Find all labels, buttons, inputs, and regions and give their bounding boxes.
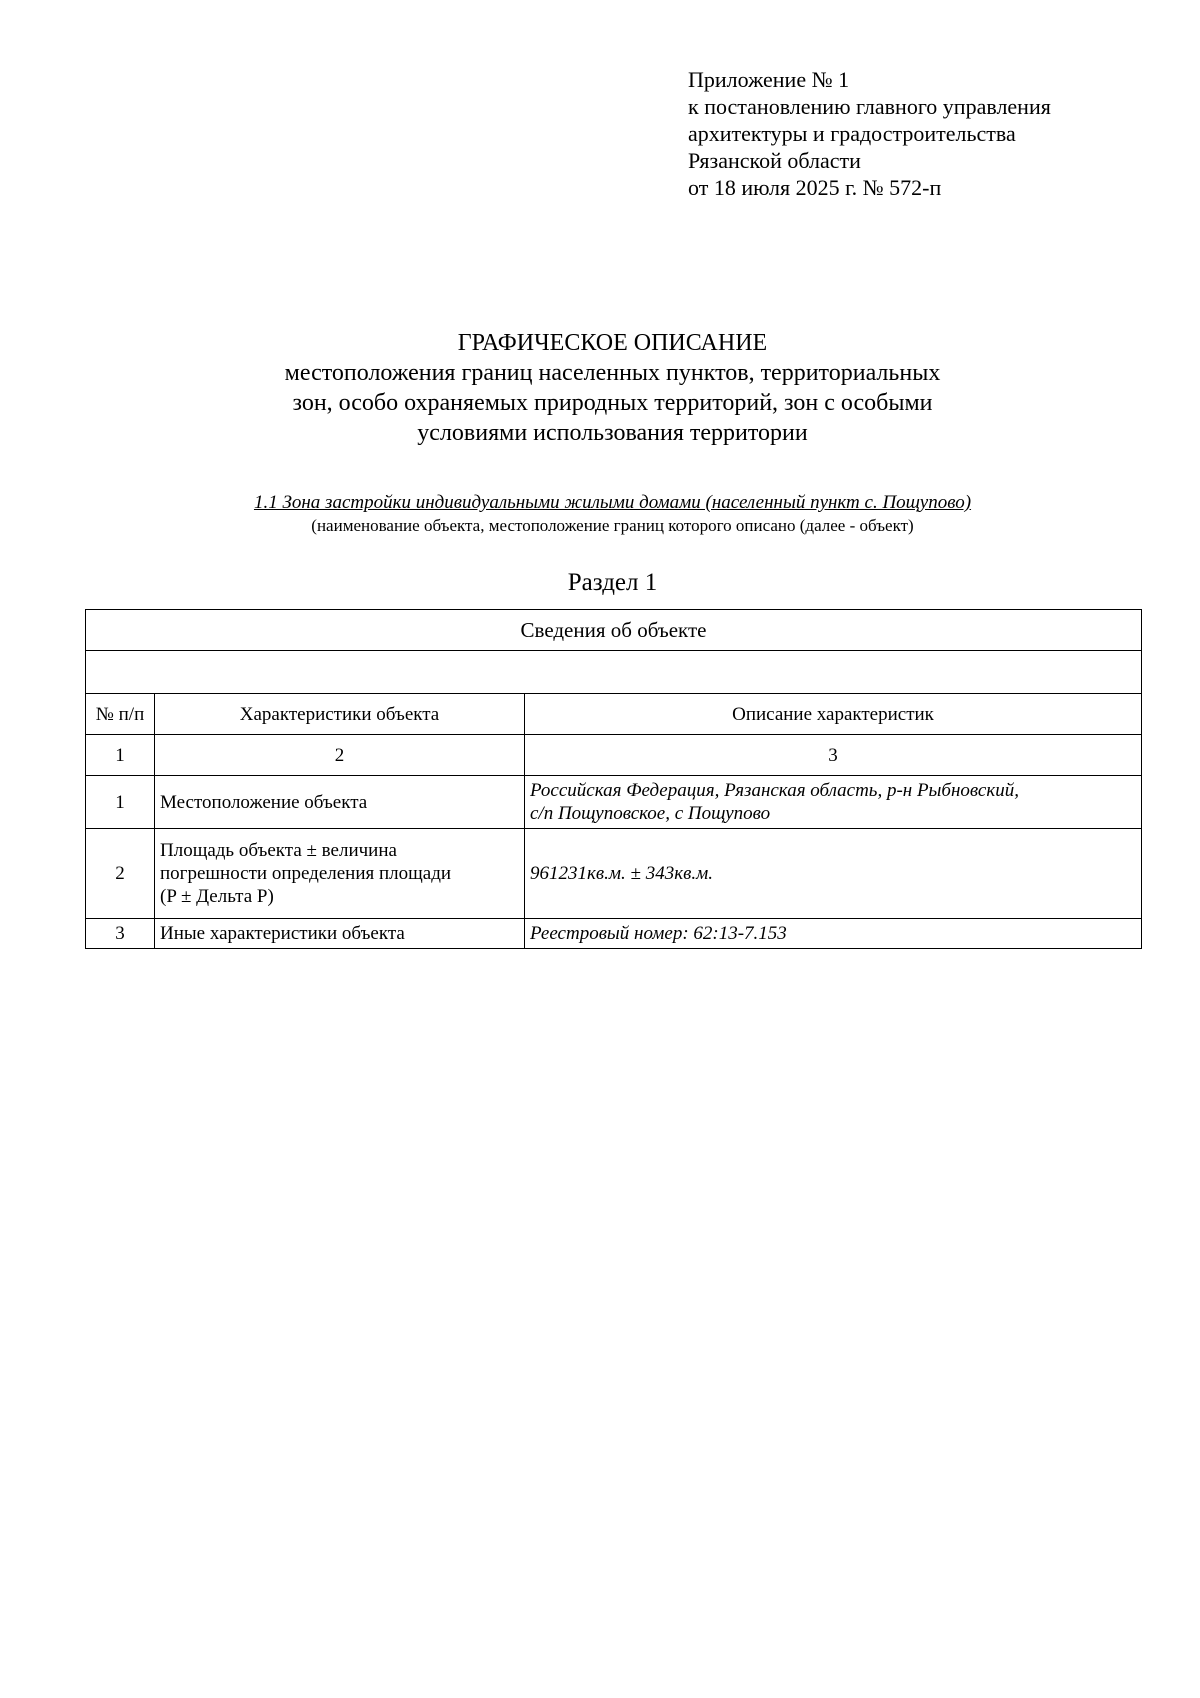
title-line: условиями использования территории [417,420,808,446]
appendix-line: архитектуры и градостроительства [688,121,1016,146]
row-characteristic: Местоположение объекта [155,776,525,829]
appendix-date-line: от 18 июля 2025 г. № 572-п [688,175,942,200]
title-heading: ГРАФИЧЕСКОЕ ОПИСАНИЕ [457,330,768,356]
row-description [525,776,1142,829]
header-number: № п/п [86,694,155,735]
characteristic-line: (P ± Дельта P) [160,886,274,907]
row-description: Реестровый номер: 62:13-7.153 [525,919,1142,949]
table-row [86,919,1142,949]
title-line: зон, особо охраняемых природных территорий, зон с особыми [292,390,933,416]
title-line: местоположения границ населенных пунктов, территориальных [284,360,941,386]
object-name: 1.1 Зона застройки индивидуальными жилыми домами (населенный пункт с. Пощупово) [253,492,972,513]
row-characteristic [155,829,525,919]
appendix-line: к постановлению главного управления [688,94,1051,119]
appendix-line: Рязанской области [688,148,861,173]
row-description: 961231кв.м. ± 343кв.м. [525,829,1142,919]
row-number: 3 [86,919,155,949]
column-number: 3 [525,735,1142,776]
row-number: 1 [86,776,155,829]
appendix-line: Приложение № 1 [688,67,850,92]
characteristic-line: Площадь объекта ± величина [160,840,397,861]
description-line: с/п Пощуповское, с Пощупово [530,803,771,824]
characteristic-line: погрешности определения площади [160,863,452,884]
column-number: 2 [155,735,525,776]
table-caption: Сведения об объекте [86,610,1142,651]
row-characteristic: Иные характеристики объекта [155,919,525,949]
table-header-row [86,694,1142,735]
column-number-row [86,735,1142,776]
section-title: Раздел 1 [567,569,658,596]
table-row [86,829,1142,919]
document-title [0,328,1200,448]
object-info-table [85,609,1142,949]
empty-row [86,651,1142,694]
header-characteristic: Характеристики объекта [155,694,525,735]
table-row [86,776,1142,829]
column-number: 1 [86,735,155,776]
appendix-block [688,66,1051,201]
object-name-caption: (наименование объекта, местоположение границ которого описано (далее - объект) [311,516,914,535]
header-description: Описание характеристик [525,694,1142,735]
description-line: Российская Федерация, Рязанская область, р-н Рыбновский, [530,780,1019,801]
row-number: 2 [86,829,155,919]
